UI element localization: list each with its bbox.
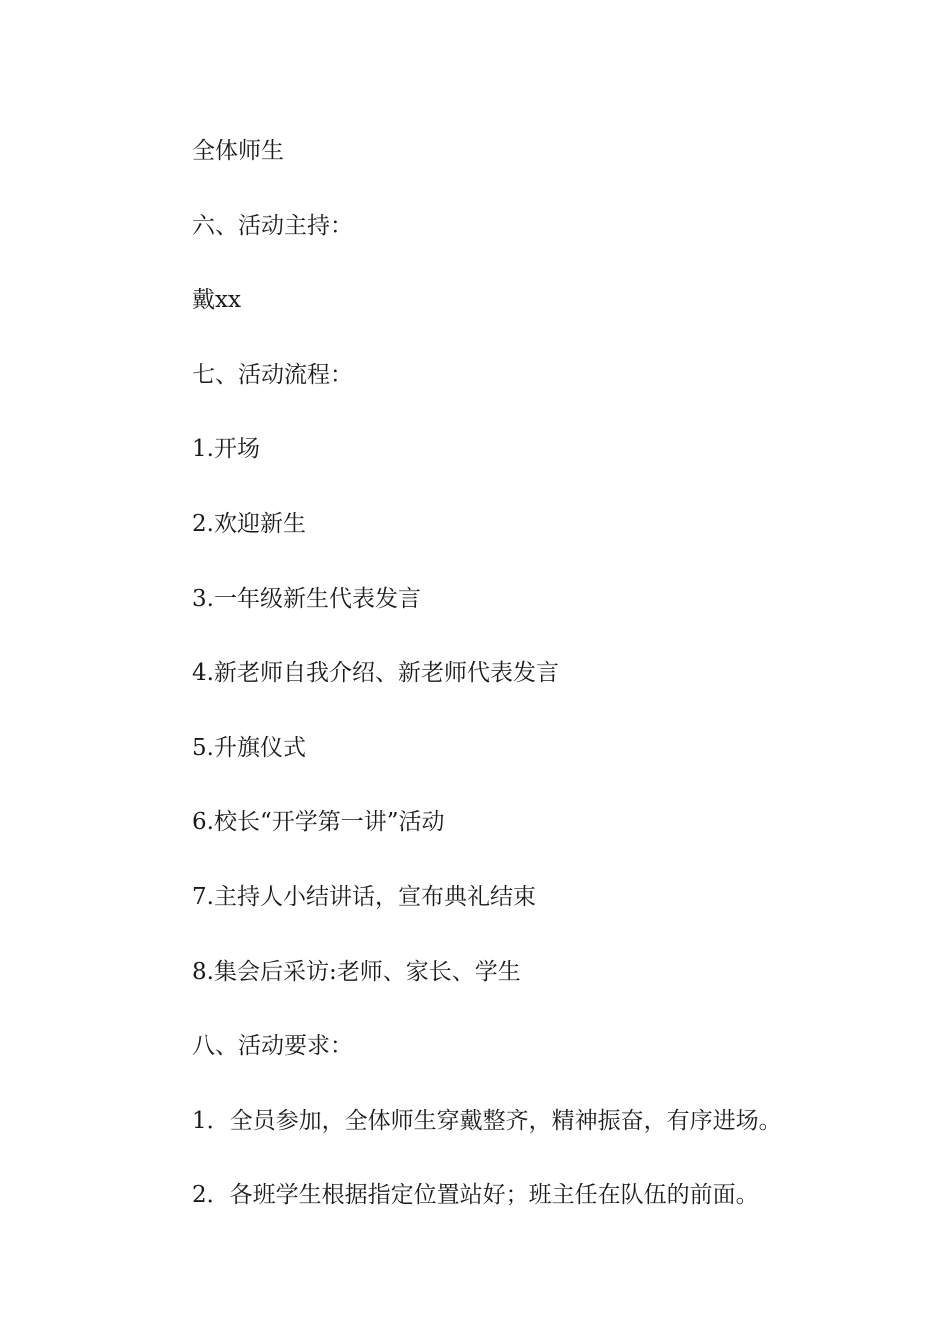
process-item-5: 5.升旗仪式 (192, 735, 306, 761)
section-host-heading: 六、活动主持： (192, 213, 353, 239)
process-item-4: 4.新老师自我介绍、新老师代表发言 (192, 660, 559, 686)
process-item-1: 1.开场 (192, 436, 260, 462)
participants-text: 全体师生 (192, 138, 284, 164)
requirement-item-1: 1．全员参加，全体师生穿戴整齐，精神振奋，有序进场。 (192, 1108, 782, 1134)
process-item-3: 3.一年级新生代表发言 (192, 586, 421, 612)
section-process-heading: 七、活动流程： (192, 362, 353, 388)
section-requirements-heading: 八、活动要求： (192, 1033, 353, 1059)
process-item-6: 6.校长“开学第一讲”活动 (192, 809, 445, 835)
process-item-7: 7.主持人小结讲话，宣布典礼结束 (192, 884, 536, 910)
host-name-text: 戴xx (192, 287, 241, 313)
process-item-2: 2.欢迎新生 (192, 511, 306, 537)
process-item-8: 8.集会后采访:老师、家长、学生 (192, 959, 521, 985)
requirement-item-2: 2．各班学生根据指定位置站好；班主任在队伍的前面。 (192, 1182, 759, 1208)
